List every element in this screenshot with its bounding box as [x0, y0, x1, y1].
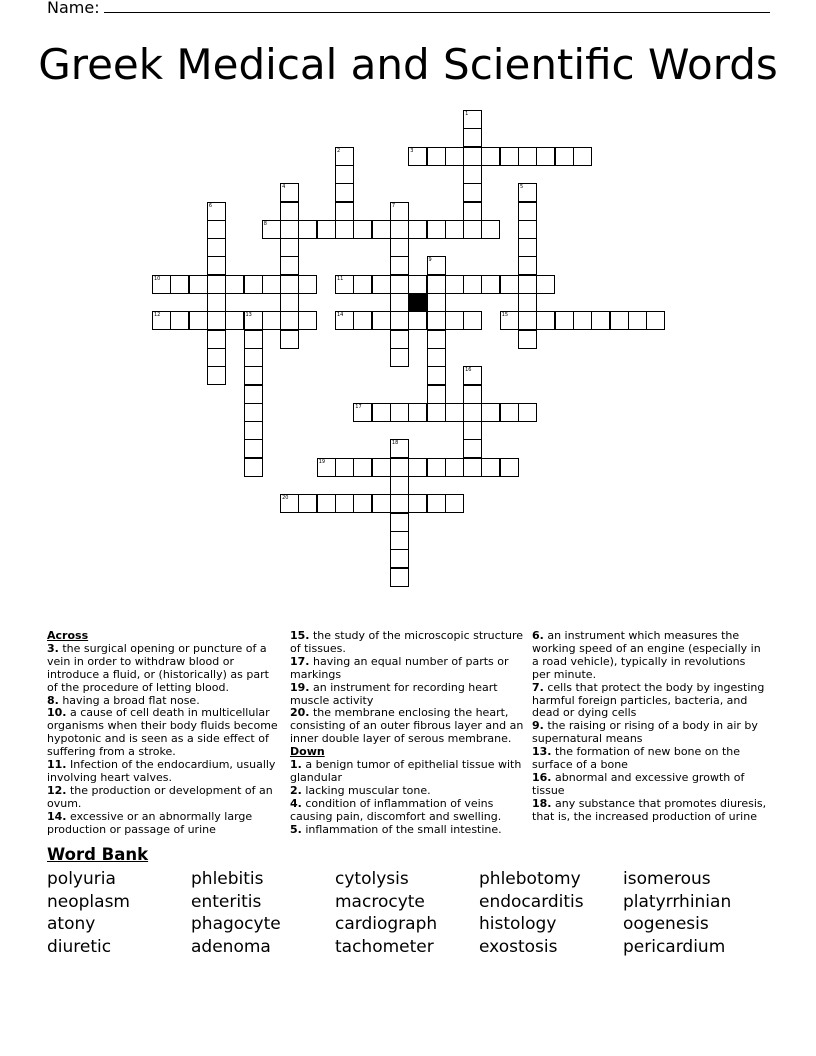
crossword-cell[interactable] — [427, 385, 446, 404]
cell-number: 15 — [501, 312, 509, 319]
word-bank-item: tachometer — [335, 936, 434, 957]
crossword-cell[interactable] — [427, 458, 446, 477]
crossword-cell[interactable] — [518, 311, 537, 330]
crossword-cell[interactable] — [262, 275, 281, 294]
crossword-cell[interactable] — [244, 421, 263, 440]
clue-text: the surgical opening or puncture of a vein in order to withdraw blood or introduce a fluid, or (historically) as part of the procedure of letting blood. — [47, 641, 269, 694]
crossword-cell[interactable] — [390, 311, 409, 330]
crossword-cell[interactable] — [390, 293, 409, 312]
crossword-cell[interactable] — [317, 220, 336, 239]
crossword-cell[interactable] — [591, 311, 610, 330]
down-clues-2 — [532, 630, 767, 824]
clue-column-3 — [532, 630, 767, 824]
clue — [47, 707, 282, 759]
crossword-cell[interactable] — [408, 147, 427, 166]
crossword-cell[interactable] — [298, 220, 317, 239]
crossword-cell[interactable] — [152, 275, 171, 294]
crossword-cell[interactable] — [445, 147, 464, 166]
crossword-cell[interactable] — [500, 147, 519, 166]
clue-text: excessive or an abnormally large production or passage of urine — [47, 809, 253, 836]
crossword-cell[interactable] — [463, 385, 482, 404]
across-heading: Across — [47, 629, 89, 642]
clue-text: Infection of the endocardium, usually involving heart valves. — [47, 758, 276, 784]
crossword-cell[interactable] — [353, 220, 372, 239]
crossword-cell[interactable] — [463, 183, 482, 202]
clue — [290, 824, 525, 837]
crossword-cell[interactable] — [536, 147, 555, 166]
word-bank-item: isomerous — [623, 869, 711, 889]
crossword-cell[interactable] — [244, 330, 263, 349]
crossword-cell[interactable] — [463, 220, 482, 239]
crossword-cell[interactable] — [317, 458, 336, 477]
crossword-cell[interactable] — [390, 549, 409, 568]
crossword-cell[interactable] — [390, 439, 409, 458]
word-bank-item: phlebotomy — [479, 869, 581, 889]
clue-text: a benign tumor of epithelial tissue with glandular — [290, 758, 522, 784]
crossword-cell[interactable] — [280, 330, 299, 349]
crossword-cell[interactable] — [390, 476, 409, 495]
clue-text: the raising or rising of a body in air by supernatural means — [532, 719, 758, 746]
clue-number: 2. — [290, 783, 302, 797]
crossword-cell[interactable] — [207, 348, 226, 367]
crossword-cell[interactable] — [207, 330, 226, 349]
down-heading: Down — [290, 745, 325, 759]
cell-number: 13 — [245, 312, 252, 319]
clue — [532, 720, 767, 746]
crossword-cell[interactable] — [573, 311, 592, 330]
clue — [47, 759, 282, 785]
crossword-cell[interactable] — [536, 311, 555, 330]
clue-text: having an equal number of parts or markings — [290, 654, 509, 681]
clue-text: the formation of new bone on the surface of a bone — [532, 745, 741, 772]
cell-number: 7 — [391, 202, 396, 209]
cell-number: 14 — [337, 312, 344, 319]
crossword-cell[interactable] — [518, 275, 537, 294]
clue-text: the study of the microscopic structure of tissues. — [290, 629, 524, 655]
clue — [290, 798, 525, 824]
clue-number: 13. — [532, 745, 552, 759]
crossword-cell[interactable] — [298, 494, 317, 513]
across-clues-1 — [47, 643, 282, 837]
page-title: Greek Medical and Scientific Words — [38, 40, 778, 89]
crossword-cell[interactable] — [463, 110, 482, 129]
crossword-cell[interactable] — [463, 366, 482, 385]
crossword-cell[interactable] — [427, 147, 446, 166]
crossword-cell[interactable] — [189, 311, 208, 330]
crossword-cell[interactable] — [408, 311, 427, 330]
crossword-cell[interactable] — [390, 238, 409, 257]
clue — [532, 630, 767, 682]
clue-number: 1. — [290, 758, 302, 772]
crossword-cell[interactable] — [481, 220, 500, 239]
word-bank-item: atony — [47, 914, 96, 934]
word-bank-item: platyrrhinian — [623, 891, 732, 912]
crossword-cell[interactable] — [207, 202, 226, 221]
clue-text: cells that protect the body by ingesting harmful foreign particles, bacteria, and dead or dying cells — [532, 680, 765, 720]
clue-text: abnormal and excessive growth of tissue — [532, 770, 745, 797]
word-bank-item: histology — [479, 914, 557, 934]
clue — [290, 759, 525, 785]
clue-text: inflammation of the small intestine. — [301, 822, 502, 836]
crossword-cell[interactable] — [518, 147, 537, 166]
crossword-cell[interactable] — [280, 256, 299, 275]
crossword-cell[interactable] — [500, 311, 519, 330]
clue — [47, 643, 282, 695]
crossword-cell[interactable] — [207, 293, 226, 312]
crossword-cell[interactable] — [335, 183, 354, 202]
crossword-cell[interactable] — [244, 348, 263, 367]
clue-number: 4. — [290, 796, 302, 810]
crossword-cell[interactable] — [427, 293, 446, 312]
crossword-cell[interactable] — [518, 256, 537, 275]
word-bank-item: macrocyte — [335, 891, 425, 912]
clue-number: 12. — [47, 783, 67, 797]
clue-text: an instrument which measures the working speed of an engine (especially in a road vehicle), typically in revolutions per minute. — [532, 629, 761, 681]
crossword-cell[interactable] — [500, 403, 519, 422]
cell-number: 2 — [337, 147, 341, 154]
clue — [290, 656, 525, 682]
crossword-cell[interactable] — [518, 238, 537, 257]
clue-number: 8. — [47, 693, 59, 707]
clue-number: 17. — [290, 654, 310, 668]
clue-column-2 — [290, 630, 525, 837]
crossword-cell[interactable] — [335, 165, 354, 184]
clue-number: 5. — [290, 822, 302, 836]
clue-text: an instrument for recording heart muscle activity — [290, 680, 498, 707]
crossword-cell[interactable] — [408, 275, 427, 294]
crossword-cell[interactable] — [152, 311, 171, 330]
clue — [532, 746, 767, 772]
word-bank-item: cytolysis — [335, 869, 409, 889]
crossword-cell[interactable] — [390, 275, 409, 294]
crossword-cell[interactable] — [372, 275, 391, 294]
clue-text: the production or development of an ovum. — [47, 783, 273, 810]
crossword-cell[interactable] — [463, 439, 482, 458]
blocked-cell — [408, 293, 427, 312]
crossword-cell[interactable] — [646, 311, 665, 330]
crossword-cell[interactable] — [463, 128, 482, 147]
crossword-cell[interactable] — [280, 183, 299, 202]
clue-number: 20. — [290, 706, 310, 720]
crossword-cell[interactable] — [555, 147, 574, 166]
crossword-cell[interactable] — [390, 330, 409, 349]
crossword-cell[interactable] — [335, 275, 354, 294]
crossword-cell[interactable] — [463, 147, 482, 166]
crossword-cell[interactable] — [170, 275, 189, 294]
word-bank-item: polyuria — [47, 869, 116, 889]
clue-number: 10. — [47, 706, 67, 720]
crossword-cell[interactable] — [427, 494, 446, 513]
crossword-cell[interactable] — [353, 494, 372, 513]
cell-number: 20 — [282, 495, 289, 502]
crossword-cell[interactable] — [518, 293, 537, 312]
crossword-cell[interactable] — [427, 403, 446, 422]
crossword-cell[interactable] — [481, 403, 500, 422]
down-clues-1 — [290, 759, 525, 836]
crossword-cell[interactable] — [445, 403, 464, 422]
clue — [290, 707, 525, 746]
crossword-cell[interactable] — [335, 202, 354, 221]
clue-text: lacking muscular tone. — [301, 783, 431, 797]
crossword-cell[interactable] — [244, 275, 263, 294]
crossword-cell[interactable] — [445, 458, 464, 477]
clue-text: a cause of cell death in multicellular organisms when their body fluids become hypotonic and is seen as a side effect of suffering from a stroke. — [47, 706, 278, 759]
crossword-cell[interactable] — [463, 165, 482, 184]
crossword-cell[interactable] — [555, 311, 574, 330]
crossword-cell[interactable] — [262, 220, 281, 239]
crossword-cell[interactable] — [427, 311, 446, 330]
crossword-cell[interactable] — [207, 311, 226, 330]
crossword-cell[interactable] — [280, 293, 299, 312]
clue-column-1 — [47, 630, 282, 837]
crossword-cell[interactable] — [427, 220, 446, 239]
crossword-cell[interactable] — [280, 494, 299, 513]
crossword-cell[interactable] — [427, 275, 446, 294]
crossword-cell[interactable] — [481, 147, 500, 166]
cell-number: 6 — [208, 202, 213, 209]
crossword-cell[interactable] — [335, 494, 354, 513]
cell-number: 4 — [282, 184, 286, 191]
crossword-cell[interactable] — [610, 311, 629, 330]
crossword-cell[interactable] — [353, 403, 372, 422]
crossword-cell[interactable] — [298, 275, 317, 294]
crossword-cell[interactable] — [390, 348, 409, 367]
crossword-cell[interactable] — [463, 311, 482, 330]
clue-text: the membrane enclosing the heart, consisting of an outer fibrous layer and an inner double layer of serous membrane. — [290, 706, 524, 746]
clue-number: 15. — [290, 629, 310, 642]
crossword-cell[interactable] — [536, 275, 555, 294]
word-bank-item: enteritis — [191, 891, 262, 912]
word-bank-item: adenoma — [191, 936, 271, 957]
word-bank-item: pericardium — [623, 936, 726, 957]
crossword-cell[interactable] — [390, 531, 409, 550]
crossword-cell[interactable] — [463, 421, 482, 440]
crossword-cell[interactable] — [573, 147, 592, 166]
crossword-cell[interactable] — [353, 275, 372, 294]
crossword-cell[interactable] — [518, 183, 537, 202]
crossword-cell[interactable] — [518, 220, 537, 239]
word-bank-item: cardiograph — [335, 914, 438, 934]
crossword-cell[interactable] — [390, 513, 409, 532]
crossword-cell[interactable] — [207, 220, 226, 239]
crossword-cell[interactable] — [445, 311, 464, 330]
crossword-cell[interactable] — [390, 256, 409, 275]
crossword-cell[interactable] — [463, 275, 482, 294]
clue-number: 18. — [532, 796, 552, 810]
crossword-cell[interactable] — [244, 385, 263, 404]
crossword-cell[interactable] — [335, 311, 354, 330]
crossword-cell[interactable] — [390, 458, 409, 477]
word-bank-item: diuretic — [47, 936, 112, 957]
crossword-cell[interactable] — [390, 403, 409, 422]
word-bank-item: oogenesis — [623, 914, 709, 934]
crossword-cell[interactable] — [244, 458, 263, 477]
crossword-cell[interactable] — [244, 403, 263, 422]
crossword-cell[interactable] — [427, 330, 446, 349]
clue — [532, 772, 767, 798]
word-bank-title: Word Bank — [47, 845, 149, 864]
word-bank-item: endocarditis — [479, 891, 584, 912]
cell-number: 9 — [428, 257, 432, 264]
across-clues-2 — [290, 630, 525, 746]
cell-number: 1 — [465, 111, 469, 117]
clue — [290, 682, 525, 708]
crossword-cell[interactable] — [280, 311, 299, 330]
crossword-cell[interactable] — [280, 238, 299, 257]
crossword-cell[interactable] — [518, 202, 537, 221]
crossword-cell[interactable] — [244, 366, 263, 385]
crossword-cell[interactable] — [207, 275, 226, 294]
clue — [532, 682, 767, 721]
crossword-cell[interactable] — [335, 458, 354, 477]
crossword-cell[interactable] — [372, 311, 391, 330]
clue — [47, 785, 282, 811]
crossword-cell[interactable] — [445, 220, 464, 239]
crossword-cell[interactable] — [408, 458, 427, 477]
crossword-cell[interactable] — [353, 311, 372, 330]
crossword-cell[interactable] — [372, 458, 391, 477]
cell-number: 17 — [355, 403, 362, 410]
clue-number: 16. — [532, 770, 552, 784]
clue-number: 3. — [47, 641, 59, 655]
crossword-cell[interactable] — [189, 275, 208, 294]
cell-number: 8 — [263, 220, 267, 227]
word-bank — [47, 868, 767, 958]
crossword-cell[interactable] — [445, 275, 464, 294]
crossword-cell[interactable] — [427, 348, 446, 367]
crossword-cell[interactable] — [298, 311, 317, 330]
clue-number: 19. — [290, 680, 310, 694]
crossword-cell[interactable] — [390, 202, 409, 221]
crossword-cell[interactable] — [372, 494, 391, 513]
crossword-cell[interactable] — [335, 147, 354, 166]
crossword-cell[interactable] — [463, 403, 482, 422]
crossword-cell[interactable] — [518, 330, 537, 349]
crossword-cell[interactable] — [335, 220, 354, 239]
cell-number: 5 — [520, 184, 524, 191]
crossword-cell[interactable] — [481, 458, 500, 477]
crossword-cell[interactable] — [225, 311, 244, 330]
crossword-cell[interactable] — [463, 202, 482, 221]
crossword-cell[interactable] — [244, 311, 263, 330]
cell-number: 12 — [154, 312, 161, 319]
crossword-cell[interactable] — [463, 458, 482, 477]
crossword-cell[interactable] — [500, 275, 519, 294]
clue-text: any substance that promotes diuresis, that is, the increased production of urine — [532, 796, 767, 823]
crossword-cell[interactable] — [481, 275, 500, 294]
crossword-cell[interactable] — [500, 458, 519, 477]
crossword-cell[interactable] — [390, 220, 409, 239]
crossword-cell[interactable] — [170, 311, 189, 330]
clue-number: 9. — [532, 719, 544, 733]
crossword-cell[interactable] — [628, 311, 647, 330]
crossword-cell[interactable] — [390, 494, 409, 513]
crossword-cell[interactable] — [518, 403, 537, 422]
crossword-cell[interactable] — [207, 366, 226, 385]
crossword-cell[interactable] — [317, 494, 336, 513]
crossword-cell[interactable] — [427, 366, 446, 385]
crossword-cell[interactable] — [408, 403, 427, 422]
word-bank-item: phlebitis — [191, 869, 264, 889]
crossword-cell[interactable] — [280, 275, 299, 294]
crossword-cell[interactable] — [207, 256, 226, 275]
cell-number: 19 — [318, 458, 326, 465]
clue-number: 6. — [532, 629, 544, 642]
crossword-cell[interactable] — [372, 220, 391, 239]
crossword-cell[interactable] — [408, 494, 427, 513]
cell-number: 16 — [465, 367, 472, 374]
crossword-cell[interactable] — [353, 458, 372, 477]
crossword-cell[interactable] — [390, 568, 409, 587]
crossword-cell[interactable] — [372, 403, 391, 422]
name-label: Name: — [47, 0, 100, 17]
crossword-cell[interactable] — [408, 220, 427, 239]
crossword-cell[interactable] — [262, 311, 281, 330]
crossword-cell[interactable] — [225, 275, 244, 294]
word-bank-item: neoplasm — [47, 891, 130, 912]
clue-number: 7. — [532, 680, 544, 694]
crossword-cell[interactable] — [207, 238, 226, 257]
crossword-cell[interactable] — [427, 256, 446, 275]
word-bank-item: exostosis — [479, 936, 558, 957]
crossword-cell[interactable] — [280, 220, 299, 239]
clue — [532, 798, 767, 824]
clue-number: 11. — [47, 758, 67, 772]
clue — [290, 630, 525, 656]
cell-number: 18 — [391, 440, 399, 447]
cell-number: 10 — [154, 275, 161, 282]
clue-text: having a broad flat nose. — [58, 693, 200, 707]
crossword-cell[interactable] — [445, 494, 464, 513]
clue — [47, 811, 282, 837]
word-bank-item: phagocyte — [191, 914, 281, 934]
cell-number: 3 — [410, 147, 414, 154]
cell-number: 11 — [337, 275, 344, 282]
crossword-cell[interactable] — [244, 439, 263, 458]
clue-number: 14. — [47, 809, 67, 823]
crossword-cell[interactable] — [280, 202, 299, 221]
clue-text: condition of inflammation of veins causing pain, discomfort and swelling. — [290, 796, 502, 823]
